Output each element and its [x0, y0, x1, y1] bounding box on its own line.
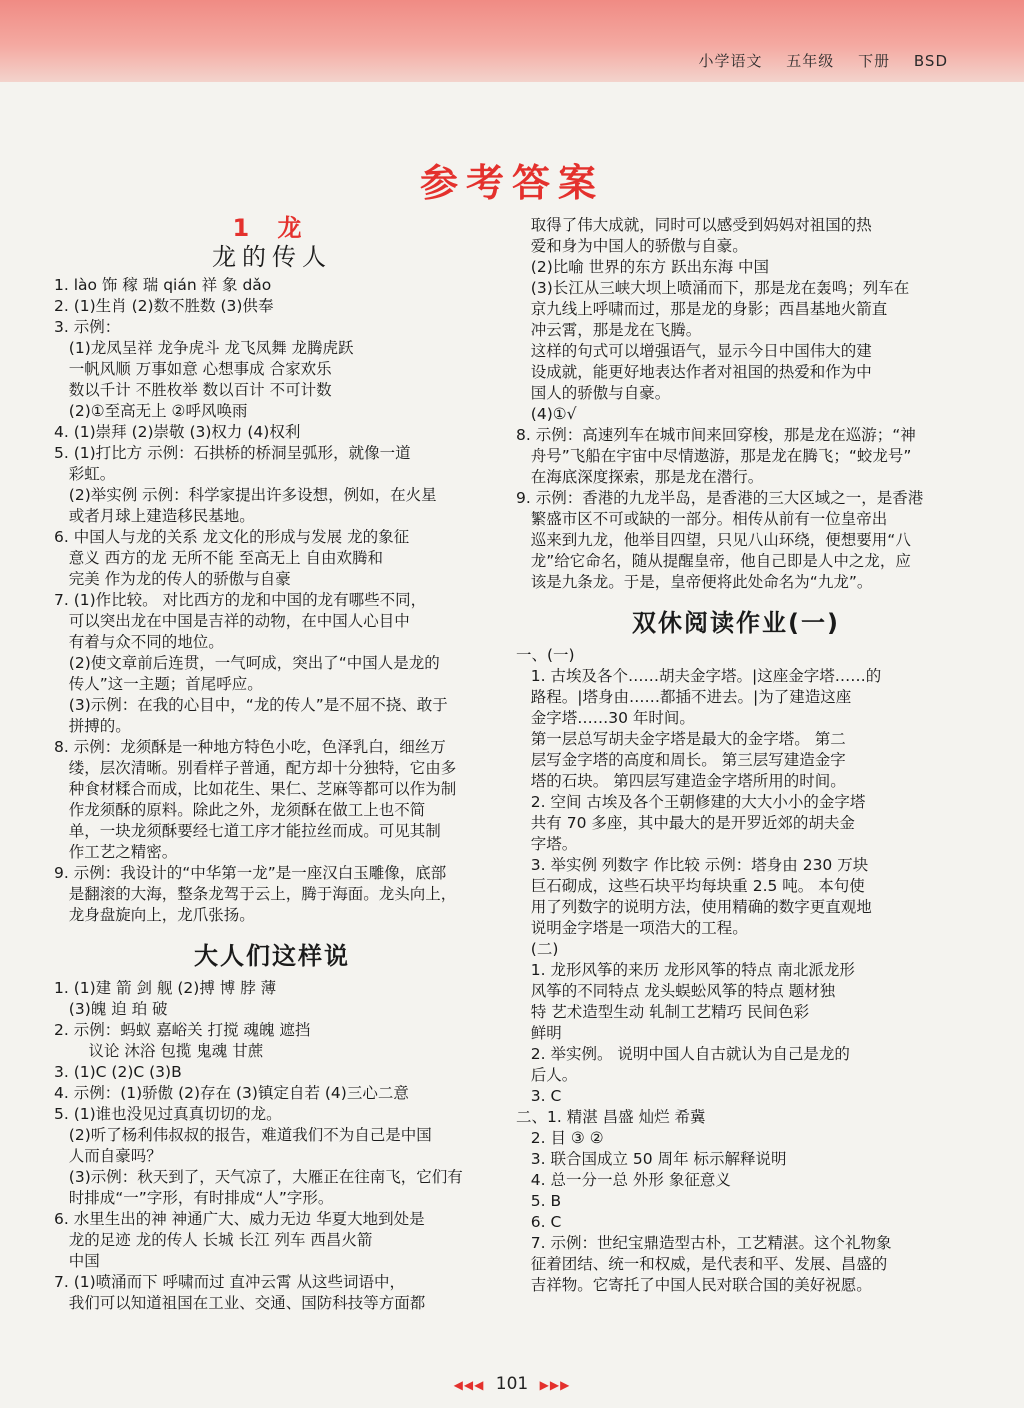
answer-line: 9. 示例：香港的九龙半岛，是香港的三大区域之一，是香港: [516, 489, 924, 507]
answer-line: 9. 示例：我设计的“中华第一龙”是一座汉白玉雕像，底部: [54, 864, 447, 882]
answer-line: 可以突出龙在中国是吉祥的动物，在中国人心目中: [54, 612, 410, 630]
answer-line: 鲜明: [516, 1024, 562, 1042]
answer-line: (3)示例：在我的心目中，“龙的传人”是不屈不挠、敢于: [54, 696, 448, 714]
answer-line: 数以千计 不胜枚举 数以百计 不可计数: [54, 381, 332, 399]
answer-line: 拼搏的。: [54, 717, 131, 735]
answer-line: 风筝的不同特点 龙头蜈蚣风筝的特点 题材独: [516, 982, 836, 1000]
answer-line: 该是九条龙。于是，皇帝便将此处命名为“九龙”。: [516, 573, 873, 591]
right-arrows-icon: ▶▶▶: [539, 1378, 571, 1392]
answer-line: (二): [516, 940, 559, 958]
answer-line: 1. lào 饰 稼 瑞 qián 祥 象 dǎo: [54, 276, 272, 294]
answer-line: 2. (1)生肖 (2)数不胜数 (3)供奉: [54, 297, 274, 315]
subject-label: 小学语文: [698, 52, 763, 70]
answer-line: (2)使文章前后连贯，一气呵成，突出了“中国人是龙的: [54, 654, 440, 672]
answer-line: 吉祥物。它寄托了中国人民对联合国的美好祝愿。: [516, 1276, 872, 1294]
answer-line: 8. 示例：高速列车在城市间来回穿梭，那是龙在巡游；“神: [516, 426, 916, 444]
answer-line: 龙身盘旋向上，龙爪张扬。: [54, 906, 255, 924]
lesson1-answers-cont: [516, 215, 956, 593]
answer-line: 4. 总一分一总 外形 象征意义: [516, 1171, 731, 1189]
answer-line: 巨石砌成，这些石块平均每块重 2.5 吨。 本句使: [516, 877, 865, 895]
answer-line: 有着与众不同的地位。: [54, 633, 224, 651]
answer-line: (2)举实例 示例：科学家提出许多设想，例如，在火星: [54, 486, 437, 504]
answer-line: 第一层总写胡夫金字塔是最大的金字塔。 第二: [516, 730, 846, 748]
header-meta: [681, 50, 949, 71]
answer-line: 层写金字塔的高度和周长。 第三层写建造金字: [516, 751, 846, 769]
answer-line: 3. (1)C (2)C (3)B: [54, 1063, 182, 1081]
answer-line: 塔的石块。 第四层写建造金字塔所用的时间。: [516, 772, 846, 790]
answer-line: 设成就，能更好地表达作者对祖国的热爱和作为中: [516, 363, 872, 381]
answer-line: 共有 70 多座，其中最大的是开罗近郊的胡夫金: [516, 814, 855, 832]
answer-line: 是翻滚的大海，整条龙驾于云上，腾于海面。龙头向上，: [54, 885, 457, 903]
answer-line: 5. (1)谁也没见过真真切切的龙。: [54, 1105, 282, 1123]
answer-line: 3. 示例：: [54, 318, 121, 336]
lesson-number: 1 龙: [232, 214, 312, 242]
answer-line: 路程。|塔身由……都插不进去。|为了建造这座: [516, 688, 852, 706]
answer-line: 这样的句式可以增强语气，显示今日中国伟大的建: [516, 342, 872, 360]
answer-line: 传人”这一主题；首尾呼应。: [54, 675, 263, 693]
answer-line: (4)①√: [516, 405, 577, 423]
answer-line: 冲云霄，那是龙在飞腾。: [516, 321, 702, 339]
page-title: 参考答案: [419, 161, 604, 205]
answer-line: 一帆风顺 万事如意 心想事成 合家欢乐: [54, 360, 332, 378]
answer-line: 2. 空间 古埃及各个王朝修建的大大小小的金字塔: [516, 793, 866, 811]
answer-line: 2. 举实例。 说明中国人自古就认为自己是龙的: [516, 1045, 850, 1063]
answer-line: (3)长江从三峡大坝上喷涌而下，那是龙在轰鸣；列车在: [516, 279, 910, 297]
answer-line: 缕，层次清晰。别看样子普通，配方却十分独特，它由多: [54, 759, 457, 777]
answer-line: 字塔。: [516, 835, 578, 853]
answer-line: 6. C: [516, 1213, 562, 1231]
grade-label: 五年级: [786, 52, 835, 70]
right-column: [516, 215, 956, 1296]
adults-answers: [54, 978, 490, 1314]
page-footer: [0, 1374, 1024, 1394]
answer-line: 舟号”飞船在宇宙中尽情遨游，那是龙在腾飞；“蛟龙号”: [516, 447, 912, 465]
answer-line: 龙”给它命名，随从提醒皇帝，他自己即是人中之龙，应: [516, 552, 911, 570]
answer-line: 京九线上呼啸而过，那是龙的身影；西昌基地火箭直: [516, 300, 888, 318]
answer-line: 用了列数字的说明方法，使用精确的数字更直观地: [516, 898, 872, 916]
answer-line: 意义 西方的龙 无所不能 至高无上 自由欢腾和: [54, 549, 383, 567]
answer-line: 7. (1)作比较。 对比西方的龙和中国的龙有哪些不同，: [54, 591, 427, 609]
left-arrows-icon: ◀◀◀: [453, 1378, 485, 1392]
answer-line: 3. 联合国成立 50 周年 标示解释说明: [516, 1150, 787, 1168]
left-column: [54, 215, 490, 1314]
answer-line: 作龙须酥的原料。除此之外，龙须酥在做工上也不简: [54, 801, 426, 819]
answer-line: (2)①至高无上 ②呼风唤雨: [54, 402, 248, 420]
answer-line: 人而自豪吗？: [54, 1147, 162, 1165]
answer-line: 1. (1)建 箭 剑 舰 (2)搏 博 脖 薄: [54, 979, 277, 997]
answer-line: 二、1. 精湛 昌盛 灿烂 希冀: [516, 1108, 706, 1126]
answer-line: (3)示例：秋天到了，天气凉了，大雁正在往南飞，它们有: [54, 1168, 463, 1186]
answer-line: 爱和身为中国人的骄傲与自豪。: [516, 237, 748, 255]
answer-line: 完美 作为龙的传人的骄傲与自豪: [54, 570, 291, 588]
answer-line: 特 艺术造型生动 轧制工艺精巧 民间色彩: [516, 1003, 810, 1021]
answer-line: (3)魄 迫 珀 破: [54, 1000, 168, 1018]
answer-line: 单，一块龙须酥要经七道工序才能拉丝而成。可见其制: [54, 822, 441, 840]
answer-line: 3. C: [516, 1087, 562, 1105]
answer-line: 彩虹。: [54, 465, 116, 483]
answer-line: 或者月球上建造移民基地。: [54, 507, 255, 525]
answer-line: (2)听了杨利伟叔叔的报告，难道我们不为自己是中国: [54, 1126, 432, 1144]
answer-line: 种食材糅合而成，比如花生、果仁、芝麻等都可以作为制: [54, 780, 457, 798]
answer-line: 在海底深度探索，那是龙在潜行。: [516, 468, 764, 486]
answer-line: 6. 中国人与龙的关系 龙文化的形成与发展 龙的象征: [54, 528, 410, 546]
answer-line: 金字塔……30 年时间。: [516, 709, 695, 727]
answer-line: 4. 示例：(1)骄傲 (2)存在 (3)镇定自若 (4)三心二意: [54, 1084, 409, 1102]
answer-line: 一、(一): [516, 646, 575, 664]
edition-label: BSD: [913, 52, 948, 70]
answer-line: 作工艺之精密。: [54, 843, 178, 861]
answer-line: 2. 目 ③ ②: [516, 1129, 604, 1147]
answer-line: 取得了伟大成就，同时可以感受到妈妈对祖国的热: [516, 216, 872, 234]
lesson1-answers: [54, 275, 490, 926]
answer-line: 6. 水里生出的神 神通广大、威力无边 华夏大地到处是: [54, 1210, 425, 1228]
answer-line: 议论 沐浴 包揽 鬼魂 甘蔗: [54, 1042, 264, 1060]
section-title-weekend: 双休阅读作业(一): [632, 609, 840, 637]
answer-line: 5. (1)打比方 示例：石拱桥的桥洞呈弧形，就像一道: [54, 444, 411, 462]
answer-line: 7. (1)喷涌而下 呼啸而过 直冲云霄 从这些词语中，: [54, 1273, 405, 1291]
answer-line: 繁盛市区不可或缺的一部分。相传从前有一位皇帝出: [516, 510, 888, 528]
answer-line: 7. 示例：世纪宝鼎造型古朴，工艺精湛。这个礼物象: [516, 1234, 892, 1252]
answer-line: 4. (1)崇拜 (2)崇敬 (3)权力 (4)权利: [54, 423, 301, 441]
answer-line: 说明金字塔是一项浩大的工程。: [516, 919, 748, 937]
answer-line: 征着团结、统一和权威，是代表和平、发展、昌盛的: [516, 1255, 888, 1273]
answer-line: 巡来到九龙，他举目四望，只见八山环绕，便想要用“八: [516, 531, 911, 549]
answer-line: 时排成“一”字形，有时排成“人”字形。: [54, 1189, 334, 1207]
answer-line: 我们可以知道祖国在工业、交通、国防科技等方面都: [54, 1294, 426, 1312]
term-label: 下册: [858, 52, 891, 70]
answer-line: 5. B: [516, 1192, 562, 1210]
answer-line: 8. 示例：龙须酥是一种地方特色小吃，色泽乳白，细丝万: [54, 738, 446, 756]
answer-line: (1)龙凤呈祥 龙争虎斗 龙飞凤舞 龙腾虎跃: [54, 339, 354, 357]
answer-line: 1. 古埃及各个……胡夫金字塔。|这座金字塔……的: [516, 667, 882, 685]
answer-line: 后人。: [516, 1066, 578, 1084]
answer-line: (2)比喻 世界的东方 跃出东海 中国: [516, 258, 770, 276]
answer-line: 1. 龙形风筝的来历 龙形风筝的特点 南北派龙形: [516, 961, 855, 979]
answer-line: 国人的骄傲与自豪。: [516, 384, 671, 402]
page-number: 101: [495, 1374, 529, 1394]
answer-line: 龙的足迹 龙的传人 长城 长江 列车 西昌火箭: [54, 1231, 373, 1249]
answer-line: 3. 举实例 列数字 作比较 示例：塔身由 230 万块: [516, 856, 869, 874]
section-title-adults: 大人们这样说: [194, 942, 350, 970]
weekend-answers: [516, 645, 956, 1296]
answer-line: 中国: [54, 1252, 100, 1270]
answer-line: 2. 示例：蚂蚁 嘉峪关 打搅 魂魄 遮挡: [54, 1021, 311, 1039]
lesson-title: 龙的传人: [212, 243, 332, 271]
